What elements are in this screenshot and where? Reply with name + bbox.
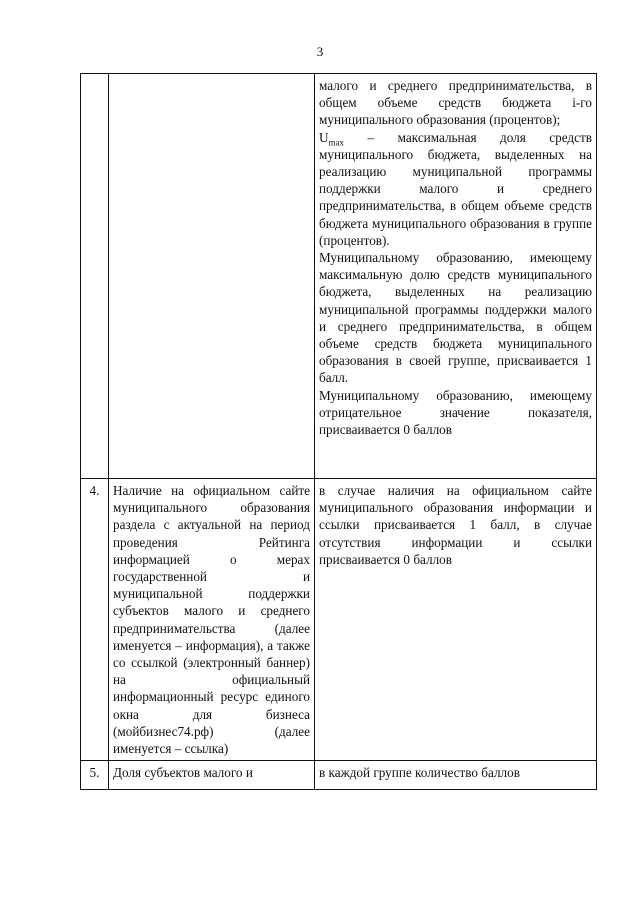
row-number: 5. — [81, 761, 109, 790]
table-row — [81, 74, 597, 479]
formula-definition: – максимальная доля средств муниципального бюджета, выделенных на реализацию муниципальной программы поддержки малого и среднего предпринимательства, в общем объеме средств бюджета муниципального образования в группе (процентов). — [319, 129, 592, 248]
table-row — [81, 479, 597, 761]
row-number — [81, 74, 109, 479]
formula-subscript: max — [328, 137, 345, 148]
criterion-name: Наличие на официальном сайте муниципального образования раздела с актуальной на период проведения Рейтинга информацией о мерах государственной и муниципальной поддержки субъектов малого и среднего предпринимательства (далее именуется – информация), а также со ссылкой (электронный баннер) на официальный информационный ресурс единого окна для бизнеса (мойбизнес74.рф) (далее именуется – ссылка) — [109, 479, 315, 761]
criterion-description: в каждой группе количество баллов — [315, 761, 597, 790]
row-number: 4. — [81, 479, 109, 761]
criterion-description — [315, 74, 597, 479]
criterion-name: Доля субъектов малого и — [109, 761, 315, 790]
page-number: 3 — [316, 44, 324, 59]
description-paragraph: Муниципальному образованию, имеющему отрицательное значение показателя, присваивается 0 баллов — [319, 387, 592, 438]
description-paragraph: Муниципальному образованию, имеющему максимальную долю средств муниципального бюджета, выделенных на реализацию муниципальной программы поддержки малого и среднего предпринимательства, в общем объеме средств бюджета муниципального образования в своей группе, присваивается 1 балл. — [319, 250, 592, 386]
description-paragraph — [319, 129, 592, 249]
description-paragraph: малого и среднего предпринимательства, в общем объеме средств бюджета i-го муниципального образования (процентов); — [319, 78, 592, 128]
criterion-name — [109, 74, 315, 479]
table-row — [81, 761, 597, 790]
criterion-description: в случае наличия на официальном сайте муниципального образования информации и ссылки присваивается 1 балл, в случае отсутствия информации и ссылки присваивается 0 баллов — [315, 479, 597, 761]
formula-symbol: U — [319, 129, 329, 145]
criteria-table — [80, 73, 597, 790]
